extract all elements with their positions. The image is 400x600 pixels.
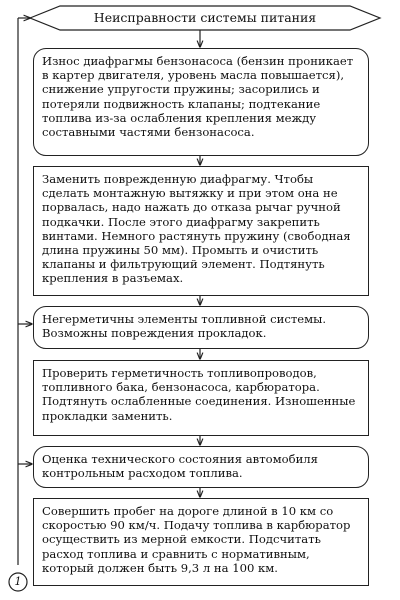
- block-fuel-consumption-check: Оценка технического состояния автомобиля контрольным расходом топлива.: [33, 446, 369, 488]
- block-fuel-pump-faults: Износ диафрагмы бензонасоса (бензин проникает в картер двигателя, уровень масла повышается), снижение упругости пружины; засорились и потеряли подвижность клапаны; подтекание топлива из-за ослабления крепления между составными частями бензонасоса.: [33, 48, 369, 156]
- connector-label: 1: [14, 575, 22, 588]
- header-title: Неисправности системы питания: [93, 10, 317, 25]
- block-check-tightness: Проверить герметичность топливопроводов, топливного бака, бензонасоса, карбюратора. Подтянуть ослабленные соединения. Изношенные прокладки заменить.: [33, 360, 369, 436]
- block-replace-diaphragm: Заменить поврежденную диафрагму. Чтобы сделать монтажную вытяжку и при этом она не порвалась, надо нажать до отказа рычаг ручной подкачки. После этого диафрагму закрепить винтами. Немного растянуть пружину (свободная длина пружины 50 мм). Промыть и очистить клапаны и фильтрующий элемент. Подтянуть крепления в разъемах.: [33, 166, 369, 296]
- block-leaky-elements: Негерметичны элементы топливной системы. Возможны повреждения прокладок.: [33, 306, 369, 349]
- block-test-drive: Совершить пробег на дороге длиной в 10 км со скоростью 90 км/ч. Подачу топлива в карбюратор осуществить из мерной емкости. Подсчитать расход топлива и сравнить с нормативным, который должен быть 9,3 л на 100 км.: [33, 498, 369, 586]
